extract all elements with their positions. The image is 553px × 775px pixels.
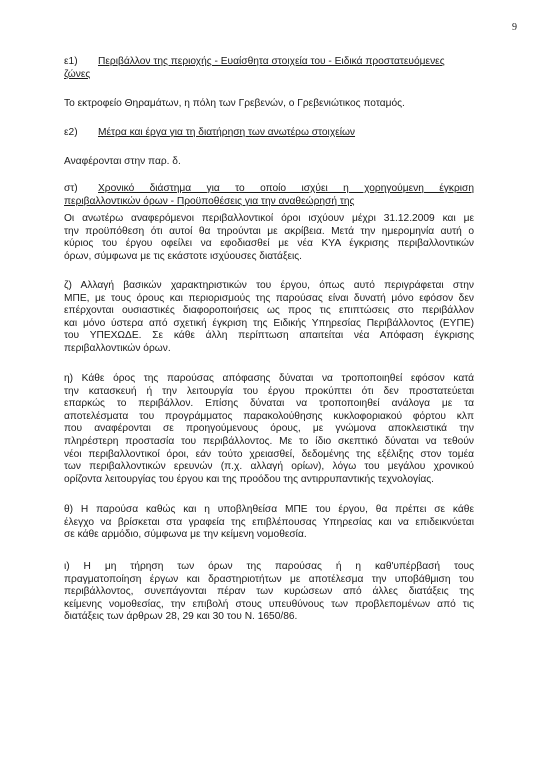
section-h-line: πληρέστερη προστασία του περιβάλλοντος. Με το ίδιο σκεπτικό δύναται να τεθούν [64, 435, 474, 447]
section-h-line: των περιβαλλοντικών ερευνών (π.χ. αλλαγή ορίων), λόγω του μεγάλου χρονικού [64, 461, 474, 473]
section-i-line: ι) Η μη τήρηση των όρων της παρούσας ή η καθ'υπέρβασή τους [64, 561, 474, 572]
section-th-paragraph [64, 504, 474, 542]
section-h-paragraph [64, 373, 474, 486]
section-th-line: έλεγχο να βρίσκεται στα γραφεία της επιβλέπουσας Υπηρεσίας και να επιδεικνύεται [64, 516, 474, 528]
section-e2-heading [64, 127, 355, 140]
section-e1-title-line1: Περιβάλλον της περιοχής - Ευαίσθητα στοιχεία του - Ειδικά προστατευόμενες [98, 56, 445, 67]
section-i-line: πραγματοποίηση έργων και δραστηριοτήτων με αποτέλεσμα την υποβάθμιση του [64, 573, 474, 585]
section-i-line: διατάξεις των άρθρων 28, 29 και 30 του Ν. 1650/86. [64, 611, 298, 623]
section-e2-label: ε2) [64, 127, 78, 138]
section-th-line: θ) Η παρούσα καθώς και η υποβληθείσα ΜΠΕ του έργου, θα πρέπει σε κάθε [64, 504, 474, 515]
section-st-heading [64, 183, 474, 208]
section-st-label: στ) [64, 183, 78, 194]
section-e2-title: Μέτρα και έργα για τη διατήρηση των ανωτέρω στοιχείων [98, 127, 356, 138]
section-z-line: ζ) Αλλαγή βασικών χαρακτηριστικών του έργου, όπως αυτό περιγράφεται στην [64, 280, 474, 291]
section-e1-body: Το εκτροφείο Θηραμάτων, η πόλη των Γρεβενών, ο Γρεβενιώτικος ποταμός. [64, 98, 405, 109]
section-st-body [64, 213, 474, 263]
section-z-line: του ΥΠΕΧΩΔΕ. Σε κάθε άλλη περίπτωση απαιτείται νέα Απόφαση έγκρισης [64, 330, 474, 342]
section-z-line: επέρχονται ουσιαστικές διαφοροποιήσεις ως προς τις επιπτώσεις στο περιβάλλον [64, 305, 474, 317]
page-number: 9 [512, 22, 517, 33]
section-st-title-line2: περιβαλλοντικών όρων - Προϋποθέσεις για την αναθεώρησή της [64, 195, 355, 207]
section-st-body-line: την προϋπόθεση ότι αυτοί θα τηρούνται με ακρίβεια. Μετά την ημερομηνία αυτή ο [64, 225, 474, 237]
section-z-line: και μόνο ύστερα από σχετική έγκριση της Ειδικής Υπηρεσίας Περιβάλλοντος (ΕΥΠΕ) [64, 317, 474, 329]
section-th-line: σε κάθε αρμόδιο, σύμφωνα με την κείμενη νομοθεσία. [64, 529, 307, 541]
section-st-body-line: κύριος του έργου οφείλει να εφοδιασθεί με νέα ΚΥΑ έγκρισης περιβαλλοντικών [64, 238, 474, 250]
section-h-line: αποτελέσματα του προγράμματος παρακολούθησης κυκλοφοριακού φόρτου κλπ [64, 410, 474, 422]
section-h-line: νέοι περιβαλλοντικοί όροι, εάν τούτο χρειασθεί, δεδομένης της εξέλιξης στον τομέα [64, 448, 474, 460]
section-h-line: επαρκώς το περιβάλλον. Επίσης δύναται να τροποποιηθεί ανάλογα με τα [64, 398, 474, 410]
section-st-body-line: όρων, σύμφωνα με τις εκάστοτε ισχύουσες διατάξεις. [64, 250, 303, 262]
section-e1-title-line2: ζώνες [64, 69, 91, 80]
section-h-line: ορίζοντα λειτουργίας του έργου και της προόδου της αντιρρυπαντικής τεχνολογίας. [64, 473, 435, 485]
section-e1-label: ε1) [64, 56, 78, 67]
section-e2-body: Αναφέρονται στην παρ. δ. [64, 156, 181, 167]
section-i-line: κείμενης νομοθεσίας, την επιβολή στους υπευθύνους των προβλεπομένων από τις [64, 598, 474, 610]
section-i-line: περιβάλλοντος, συνεπάγονται πέραν των κυρώσεων από άλλες διατάξεις της [64, 586, 474, 598]
section-st-heading-line1 [64, 183, 474, 196]
section-i-paragraph [64, 561, 474, 624]
section-z-paragraph [64, 280, 474, 356]
section-h-line: την κατασκευή ή την λειτουργία του έργου προκύπτει ότι δεν προστατεύεται [64, 385, 474, 397]
section-e1-heading [64, 56, 484, 69]
section-h-line: που αναφέρονται σε προηγούμενους όρους, με γνώμονα αποκλειστικά την [64, 423, 474, 435]
section-st-title-line1: Χρονικό διάστημα για το οποίο ισχύει η χορηγούμενη έγκριση [98, 183, 474, 194]
section-z-line: περιβαλλοντικών όρων. [64, 342, 171, 354]
section-h-line: η) Κάθε όρος της παρούσας απόφασης δύναται να τροποποιηθεί εφόσον κατά [64, 373, 474, 384]
section-z-line: ΜΠΕ, με τους όρους και περιορισμούς της παρούσας είναι δυνατή μόνο εφόσον δεν [64, 292, 474, 304]
section-st-body-line: Οι ανωτέρω αναφερόμενοι περιβαλλοντικοί όροι ισχύουν μέχρι 31.12.2009 και με [64, 213, 474, 224]
